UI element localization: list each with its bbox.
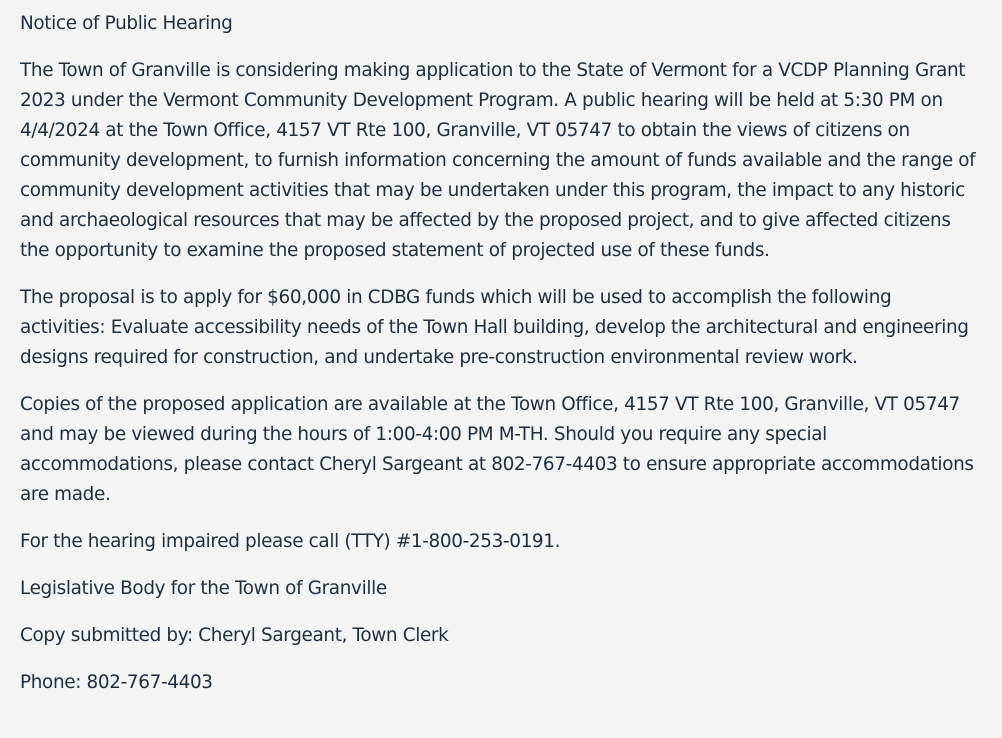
notice-title: Notice of Public Hearing <box>20 13 233 34</box>
notice-paragraph-application: The Town of Granville is considering making application to the State of Vermont for a VCDP Planning Grant 2023 under the Vermont Community Development Program. A public hearing will be held at 5:30 PM on 4/4/2024 at the Town Office, 4157 VT Rte 100, Granville, VT 05747 to obtain the views of citizens on community development, to furnish information concerning the amount of funds available and the range of community development activities that may be undertaken under this program, the impact to any historic and archaeological resources that may be affected by the proposed project, and to give affected citizens the opportunity to examine the proposed statement of projected use of these funds. <box>20 60 976 261</box>
legislative-body-signature: Legislative Body for the Town of Granville <box>20 578 387 599</box>
notice-paragraph-proposal: The proposal is to apply for $60,000 in CDBG funds which will be used to accomplish the following activities: Evaluate accessibility needs of the Town Hall building, develop the architectural and engineering designs required for construction, and undertake pre-construction environmental review work. <box>20 287 969 368</box>
submitted-by-line: Copy submitted by: Cheryl Sargeant, Town Clerk <box>20 625 449 646</box>
phone-line: Phone: 802-767-4403 <box>20 672 213 693</box>
notice-paragraph-copies: Copies of the proposed application are available at the Town Office, 4157 VT Rte 100, Granville, VT 05747 and may be viewed during the hours of 1:00-4:00 PM M-TH. Should you require any special accommodations, please contact Cheryl Sargeant at 802-767-4403 to ensure appropriate accommodations are made. <box>20 394 974 505</box>
tty-line: For the hearing impaired please call (TTY) #1-800-253-0191. <box>20 531 561 552</box>
